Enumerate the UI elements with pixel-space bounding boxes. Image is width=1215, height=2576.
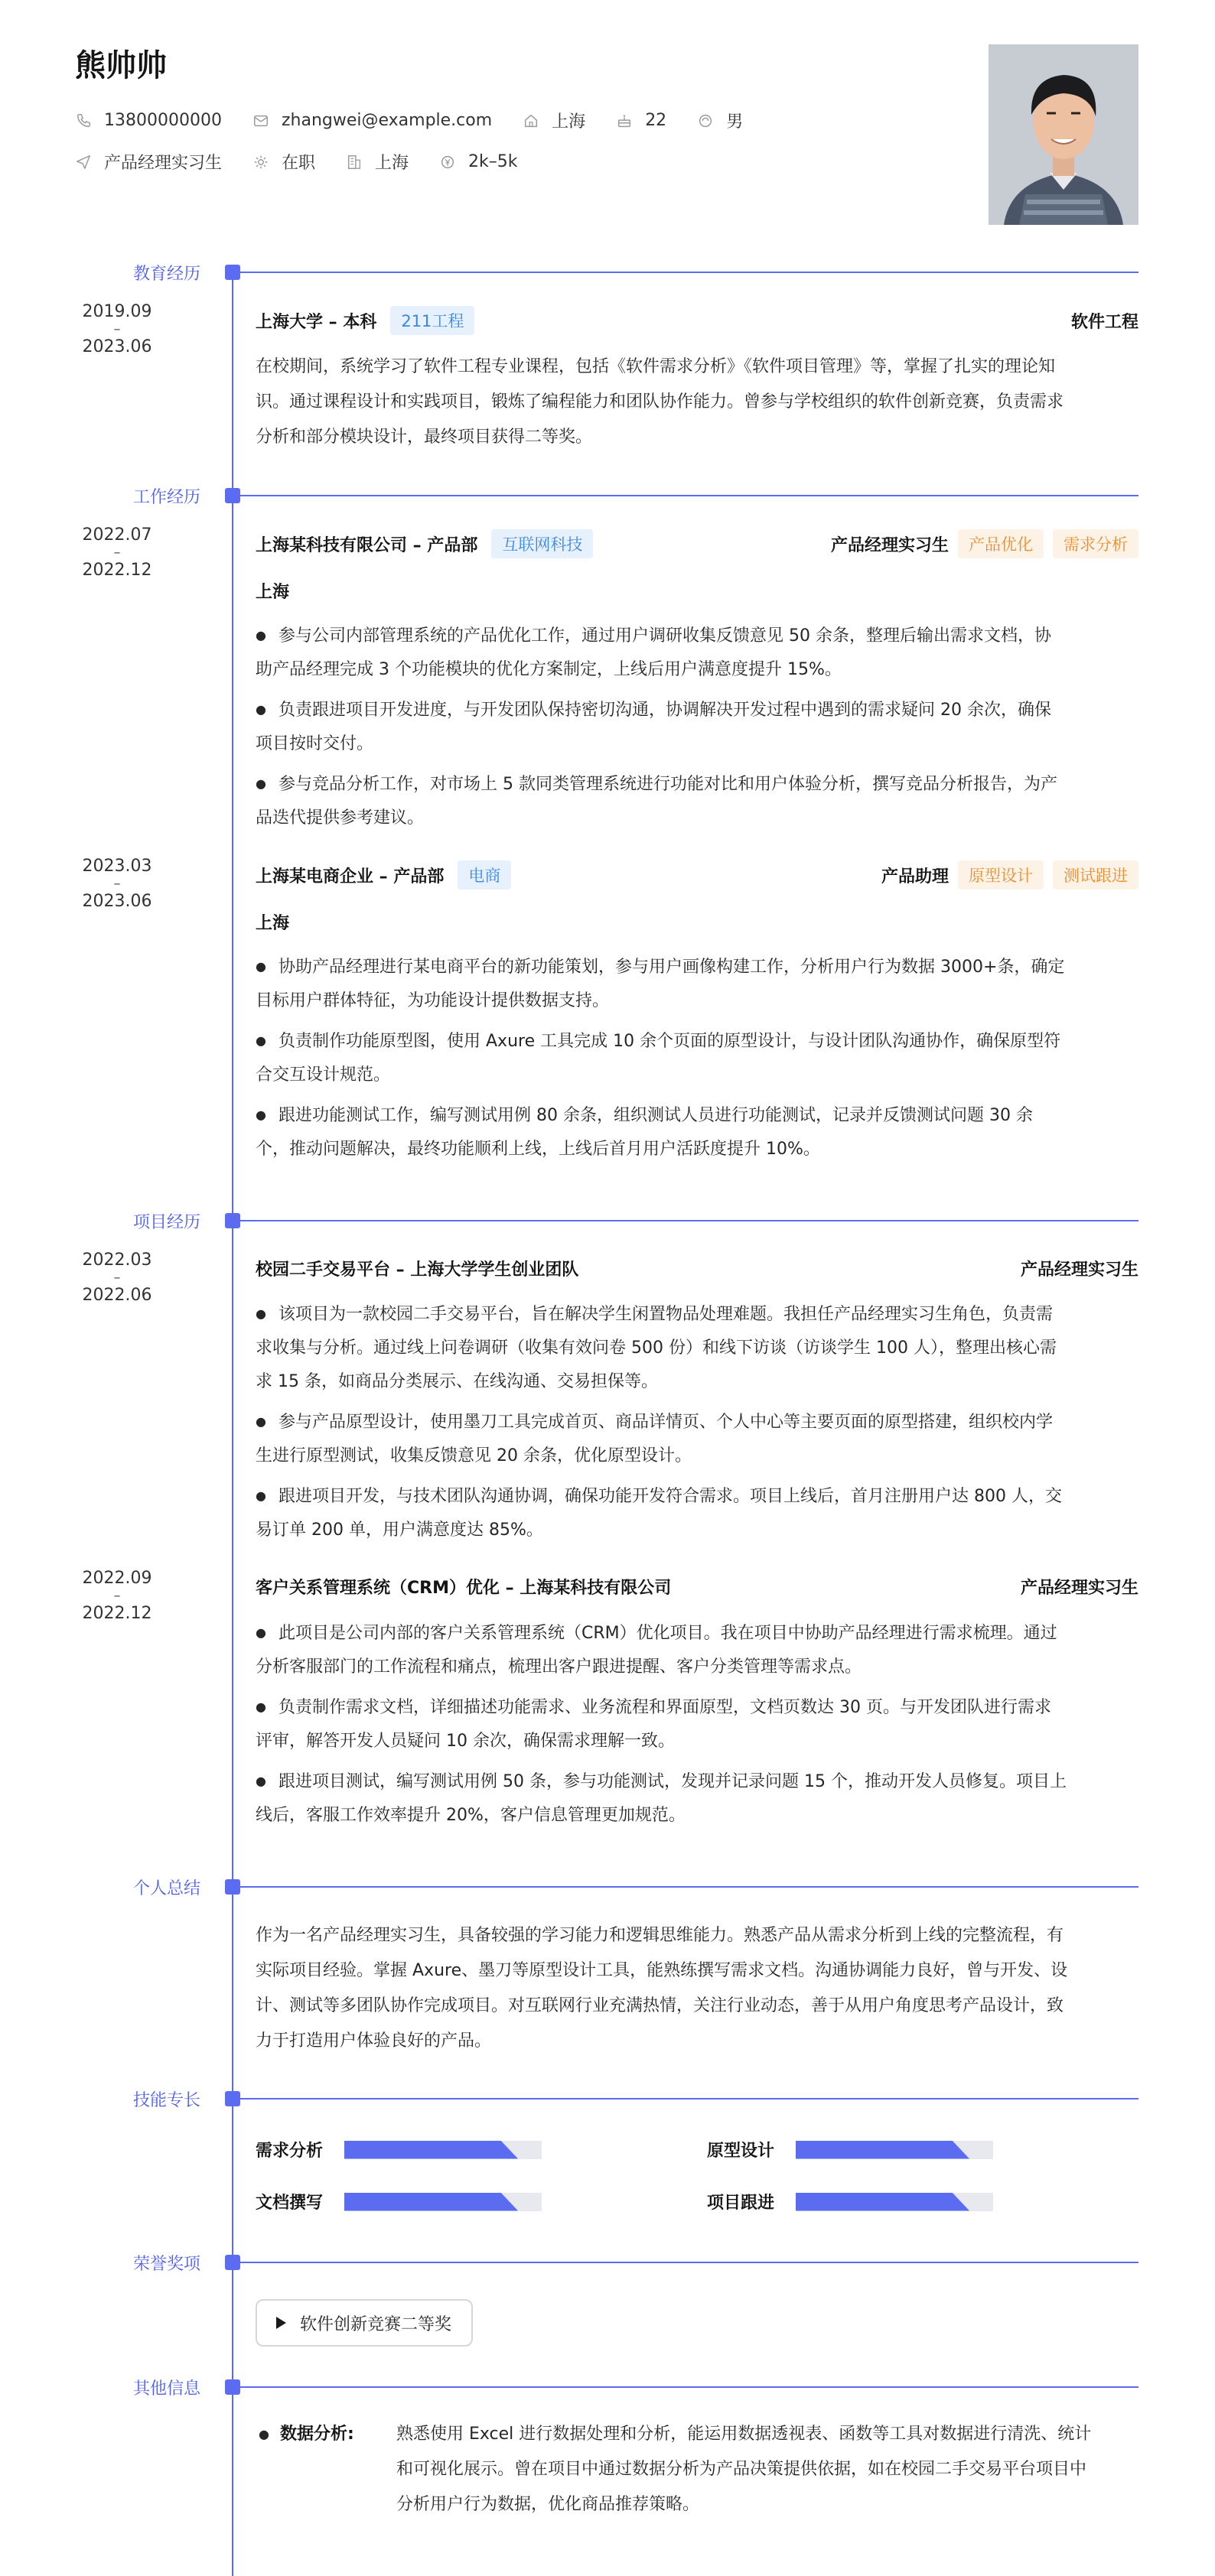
email-text: zhangwei@example.com xyxy=(281,111,493,130)
target-role-item xyxy=(75,150,222,174)
bullet-item: ● 跟进功能测试工作，编写测试用例 80 余条，组织测试人员进行功能测试，记录并反馈测试问题 30 余 xyxy=(256,1106,1033,1125)
bullet-item-cont: 生进行原型测试，收集反馈意见 20 余条，优化原型设计。 xyxy=(256,1446,692,1465)
date-dash: – xyxy=(113,876,121,892)
work-2-header xyxy=(256,860,1138,890)
bullet-item: ● 参与产品原型设计，使用墨刀工具完成首页、商品详情页、个人中心等主要页面的原型搭建，组织校内学 xyxy=(256,1413,1054,1432)
bullet-item-cont: 求 15 条，如商品分类展示、在线沟通、交易担保等。 xyxy=(256,1372,658,1391)
section-title-summary: 个人总结 xyxy=(132,1879,200,1898)
status-text: 在职 xyxy=(282,154,316,173)
target-city-text: 上海 xyxy=(375,154,409,173)
other-info-item xyxy=(256,2417,1138,2522)
target-role-text: 产品经理实习生 xyxy=(104,154,223,173)
date-end: 2023.06 xyxy=(82,892,152,911)
bullet-item-cont: 目标用户群体特征，为功能设计提供数据支持。 xyxy=(256,991,610,1010)
school-name: 上海大学 – 本科 xyxy=(256,312,377,332)
project-1-header xyxy=(256,1257,1138,1280)
section-title-work: 工作经历 xyxy=(132,488,200,507)
text-line: 计、测试等多团队协作完成项目。对互联网行业充满热情，关注行业动态，善于从用户角度思考产品设计，致 xyxy=(256,1996,1064,2015)
skill-name: 文档撰写 xyxy=(256,2194,324,2213)
bullet-item: ● 参与公司内部管理系统的产品优化工作，通过用户调研收集反馈意见 50 余条，整理后输出需求文档，协 xyxy=(256,626,1051,646)
section-divider xyxy=(233,1220,1138,1221)
text-line: 分析用户行为数据，优化商品推荐策略。 xyxy=(396,2495,700,2514)
education-dates xyxy=(0,303,200,356)
date-dash: – xyxy=(113,1588,121,1604)
skill-name: 原型设计 xyxy=(707,2142,775,2161)
salary-item xyxy=(439,152,517,171)
section-title-honors: 荣誉奖项 xyxy=(132,2255,200,2274)
building-icon xyxy=(346,154,363,171)
major: 软件工程 xyxy=(1070,312,1138,332)
skill-name: 需求分析 xyxy=(256,2142,324,2161)
gender-item xyxy=(697,109,743,132)
date-start: 2019.09 xyxy=(82,302,152,321)
project-title: 客户关系管理系统（CRM）优化 – 上海某科技有限公司 xyxy=(256,1579,672,1598)
skill-bar xyxy=(796,2141,993,2159)
section-divider xyxy=(233,495,1138,496)
summary-text xyxy=(256,1918,1138,2059)
section-divider xyxy=(233,2262,1138,2263)
age-text: 22 xyxy=(645,111,667,130)
skill-tag: 测试跟进 xyxy=(1053,860,1138,890)
text-line: 分析和部分模块设计，最终项目获得二等奖。 xyxy=(256,428,593,447)
skill-bar-fill xyxy=(796,2193,969,2211)
contact-row xyxy=(75,109,774,132)
industry-tag: 互联网科技 xyxy=(491,529,593,558)
date-start: 2022.09 xyxy=(82,1569,152,1588)
play-icon xyxy=(274,2316,288,2330)
job-role: 产品助理 xyxy=(881,867,949,886)
bullet-item-cont: 易订单 200 单，用户满意度达 85%。 xyxy=(256,1521,543,1540)
date-start: 2022.03 xyxy=(82,1251,152,1270)
date-start: 2022.07 xyxy=(82,525,152,545)
skill-bar xyxy=(344,2141,542,2159)
phone-item xyxy=(75,111,222,130)
work-1-bullets xyxy=(256,619,1138,835)
cake-icon xyxy=(616,112,633,129)
school-tag: 211工程 xyxy=(390,306,474,335)
candidate-name: 熊帅帅 xyxy=(75,48,167,83)
date-end: 2022.06 xyxy=(82,1286,152,1305)
text-line: 熟悉使用 Excel 进行数据处理和分析，能运用数据透视表、函数等工具对数据进行清洗、统计 xyxy=(396,2425,1092,2444)
bullet-item: ● 此项目是公司内部的客户关系管理系统（CRM）优化项目。我在项目中协助产品经理进行需求梳理。通过 xyxy=(256,1624,1057,1643)
skill-item xyxy=(707,2190,993,2213)
skill-bar-fill xyxy=(796,2141,969,2159)
city-item xyxy=(523,109,585,132)
skill-bar xyxy=(344,2193,542,2211)
bullet-item-cont: 评审，解答开发人员疑问 10 余次，确保需求理解一致。 xyxy=(256,1732,675,1751)
skill-tag: 原型设计 xyxy=(958,860,1044,890)
home-icon xyxy=(523,112,539,129)
age-item xyxy=(616,111,666,130)
date-start: 2023.03 xyxy=(82,857,152,876)
work-location: 上海 xyxy=(256,914,290,933)
skill-name: 项目跟进 xyxy=(707,2194,775,2213)
section-divider xyxy=(233,272,1138,273)
skill-tag: 需求分析 xyxy=(1053,529,1138,558)
date-end: 2023.06 xyxy=(82,337,152,356)
section-title-education: 教育经历 xyxy=(132,265,200,284)
gear-icon xyxy=(252,154,269,171)
text-line: 和可视化展示。曾在项目中通过数据分析为产品决策提供依据，如在校园二手交易平台项目中 xyxy=(396,2460,1087,2479)
work-1-header xyxy=(256,529,1138,558)
target-city-item xyxy=(346,150,409,174)
company-name: 上海某电商企业 – 产品部 xyxy=(256,867,445,886)
project-role: 产品经理实习生 xyxy=(1020,1260,1138,1280)
bullet-item: ● 负责制作功能原型图，使用 Axure 工具完成 10 余个页面的原型设计，与设计团队沟通协作，确保原型符 xyxy=(256,1032,1061,1051)
email-item xyxy=(252,111,492,130)
portrait-image xyxy=(989,44,1138,225)
award-label: 软件创新竞赛二等奖 xyxy=(300,2314,452,2334)
gender-icon xyxy=(697,112,714,129)
text-line: 作为一名产品经理实习生，具备较强的学习能力和逻辑思维能力。熟悉产品从需求分析到上线的完整流程，有 xyxy=(256,1926,1064,1945)
project-2-header xyxy=(256,1575,1138,1599)
education-description xyxy=(256,350,1138,455)
phone-text: 13800000000 xyxy=(104,111,222,130)
text-line: 识。通过课程设计和实践项目，锻炼了编程能力和团队协作能力。曾参与学校组织的软件创新竞赛，负责需求 xyxy=(256,392,1064,411)
bullet-item: ● 参与竞品分析工作，对市场上 5 款同类管理系统进行功能对比和用户体验分析，撰写竞品分析报告，为产 xyxy=(256,775,1057,794)
other-info-key: 数据分析: xyxy=(280,2425,354,2444)
skill-bar xyxy=(796,2193,993,2211)
coin-icon xyxy=(439,154,456,171)
education-header xyxy=(256,306,1138,335)
project-1-dates xyxy=(0,1251,200,1305)
skill-bar-fill xyxy=(344,2193,518,2211)
other-info-value xyxy=(396,2417,1138,2522)
bullet-item-cont: 个，推动问题解决，最终功能顺利上线，上线后首月用户活跃度提升 10%。 xyxy=(256,1140,820,1159)
mail-icon xyxy=(252,112,269,129)
bullet-item-cont: 合交互设计规范。 xyxy=(256,1065,391,1085)
bullet-item-cont: 分析客服部门的工作流程和痛点，梳理出客户跟进提醒、客户分类管理等需求点。 xyxy=(256,1657,862,1677)
section-divider xyxy=(233,2386,1138,2388)
date-dash: – xyxy=(113,321,121,337)
bullet-item: ● 负责跟进项目开发进度，与开发团队保持密切沟通，协调解决开发过程中遇到的需求疑问 20 余次，确保 xyxy=(256,701,1051,720)
project-2-bullets xyxy=(256,1616,1138,1833)
date-end: 2022.12 xyxy=(82,561,152,580)
gender-text: 男 xyxy=(726,112,744,132)
status-item xyxy=(252,150,315,174)
salary-text: 2k–5k xyxy=(468,152,518,171)
bullet-item-cont: 助产品经理完成 3 个功能模块的优化方案制定，上线后用户满意度提升 15%。 xyxy=(256,660,842,679)
intention-row xyxy=(75,150,549,174)
skill-item xyxy=(256,2190,542,2213)
bullet-dot: ● xyxy=(259,2427,269,2441)
bullet-item: ● 跟进项目测试，编写测试用例 50 条，参与功能测试，发现并记录问题 15 个，推动开发人员修复。项目上 xyxy=(256,1772,1067,1791)
project-title: 校园二手交易平台 – 上海大学学生创业团队 xyxy=(256,1260,579,1280)
send-icon xyxy=(75,154,92,171)
bullet-item: ● 该项目为一款校园二手交易平台，旨在解决学生闲置物品处理难题。我担任产品经理实习生角色，负责需 xyxy=(256,1305,1054,1324)
skill-item xyxy=(256,2138,542,2161)
work-2-bullets xyxy=(256,950,1138,1166)
company-name: 上海某科技有限公司 – 产品部 xyxy=(256,535,478,555)
text-line: 力于打造用户体验良好的产品。 xyxy=(256,2031,492,2051)
section-title-projects: 项目经历 xyxy=(132,1213,200,1232)
city-text: 上海 xyxy=(552,112,586,132)
work-1-dates xyxy=(0,526,200,580)
work-2-dates xyxy=(0,857,200,911)
section-title-skills: 技能专长 xyxy=(132,2091,200,2110)
bullet-item-cont: 品迭代提供参考建议。 xyxy=(256,808,425,828)
phone-icon xyxy=(75,112,92,129)
section-divider xyxy=(233,2098,1138,2100)
industry-tag: 电商 xyxy=(458,860,511,890)
date-dash: – xyxy=(113,545,121,561)
bullet-item: ● 跟进项目开发，与技术团队沟通协调，确保功能开发符合需求。项目上线后，首月注册用户达 800 人，交 xyxy=(256,1487,1062,1506)
project-role: 产品经理实习生 xyxy=(1020,1579,1138,1598)
bullet-item: ● 负责制作需求文档，详细描述功能需求、业务流程和界面原型，文档页数达 30 页。与开发团队进行需求 xyxy=(256,1698,1051,1717)
skill-item xyxy=(707,2138,993,2161)
bullet-item-cont: 线后，客服工作效率提升 20%，客户信息管理更加规范。 xyxy=(256,1806,686,1825)
work-location: 上海 xyxy=(256,583,290,602)
job-role: 产品经理实习生 xyxy=(830,535,949,555)
bullet-item-cont: 项目按时交付。 xyxy=(256,734,374,753)
project-2-dates xyxy=(0,1569,200,1623)
skill-tag: 产品优化 xyxy=(958,529,1044,558)
project-1-bullets xyxy=(256,1297,1138,1547)
timeline-spine xyxy=(232,268,233,2576)
section-title-other: 其他信息 xyxy=(132,2379,200,2399)
bullet-item: ● 协助产品经理进行某电商平台的新功能策划，参与用户画像构建工作，分析用户行为数据 3000+条，确定 xyxy=(256,958,1065,977)
text-line: 在校期间，系统学习了软件工程专业课程，包括《软件需求分析》《软件项目管理》等，掌握了扎实的理论知 xyxy=(256,357,1056,376)
date-end: 2022.12 xyxy=(82,1604,152,1623)
skill-bar-fill xyxy=(344,2141,518,2159)
date-dash: – xyxy=(113,1270,121,1286)
award-chip xyxy=(256,2299,473,2347)
section-divider xyxy=(233,1886,1138,1888)
bullet-item-cont: 求收集与分析。通过线上问卷调研（收集有效问卷 500 份）和线下访谈（访谈学生 100 人），整理出核心需 xyxy=(256,1338,1057,1358)
text-line: 实际项目经验。掌握 Axure、墨刀等原型设计工具，能熟练撰写需求文档。沟通协调能力良好，曾与开发、设 xyxy=(256,1961,1068,1980)
profile-photo xyxy=(989,44,1138,225)
